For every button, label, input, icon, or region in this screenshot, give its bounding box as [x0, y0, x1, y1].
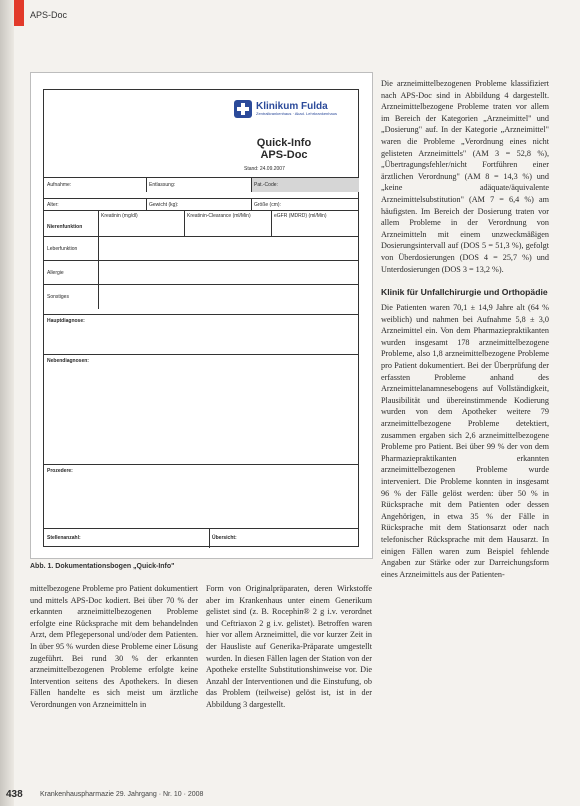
page-footer: [0, 786, 580, 806]
section-heading-unfallchirurgie: Klinik für Unfallchirurgie und Orthopädie: [381, 287, 548, 298]
label-nierenfunktion: Nierenfunktion: [47, 224, 83, 230]
label-hauptdiagnose: Hauptdiagnose:: [47, 318, 85, 324]
row-allergie: [44, 260, 358, 284]
form-title: [244, 137, 324, 161]
label-allergie: Allergie: [47, 270, 64, 276]
clinic-logo: [234, 100, 337, 118]
label-egfr: eGFR (MDRD) (ml/Min): [274, 213, 327, 219]
paragraph-left: mittelbezogene Probleme pro Patient dokumentiert und mittels APS-Doc kodiert. Bei über 70 % der erkannten arzneimittelbezogenen Probleme erfolgte eine Rücksprache mit dem behandelnden Arzt, dem Pflegepersonal und/oder dem Patienten. In über 95 % wurden diese Probleme einer Lösung zugeführt. Bei rund 30 % der erkannten arzneimittelbezogenen Probleme erfolgte keine Intervention seitens des Apothekers. In diesen Fällen handelte es sich meist um ärztliche Verordnungen von Arzneimitteln in: [30, 584, 198, 709]
row-nebendiagnosen: [44, 354, 358, 454]
journal-citation: Krankenhauspharmazie 29. Jahrgang · Nr. 10 · 2008: [40, 791, 204, 798]
logo-name: Klinikum Fulda: [256, 101, 328, 112]
label-aufnahme: Aufnahme:: [47, 182, 72, 188]
figure-caption: Abb. 1. Dokumentationsbogen „Quick-Info": [30, 563, 175, 570]
paragraph-right-1: Die arzneimittelbezogenen Probleme klassifiziert nach APS-Doc sind in Abbildung 4 dargestellt. Arzneimittelbezogene Probleme traten vor allem im Bereich der Kategorien „Arzneimittel" und „Dosierung" auf. In der Kategorie „Arzneimittel" waren die Probleme „Verordnung eines nicht gelisteten Arzneimittels" (AM 3 = 52,8 %), „Übertragungsfehler/nicht Fortführen einer ärztlichen Verordnung" (AM 8 = 14,3 %) und „keine adäquate/äquivalente Arzneimittelsubstitution" (AM 7 = 6,4 %) am häufigsten. Im Bereich der Dosierung traten vor allem Probleme in der Verordnung von Arzneimitteln mit einem unzweckmäßigen Dosierungsintervall auf (DOS 5 = 51,3 %), gefolgt von Überdosierungen (DOS 4 = 25,7 %) und Unterdosierungen (DOS 3 = 13,2 %).: [381, 79, 549, 274]
row-prozedere: [44, 464, 358, 520]
label-alter: Alter:: [47, 202, 59, 208]
label-nebendiagnosen: Nebendiagnosen:: [47, 358, 89, 364]
label-sonstiges: Sonstiges: [47, 294, 69, 300]
label-pat-code: Pat.-Code:: [254, 182, 278, 188]
row-alter: [44, 198, 358, 210]
section-label: APS-Doc: [30, 10, 68, 20]
paragraph-right-2: Die Patienten waren 70,1 ± 14,9 Jahre alt (64 % weiblich) und nahmen bei Aufnahme 5,8 ± 3,0 Arzneimittel ein. Von dem Pharmaziepraktikanten wurden insgesamt 178 arzneimittelbezogene Probleme, also 1,8 arzneimittelbezogene Probleme pro Patient dokumentiert. Bei der Überprüfung der erfassten Probleme anhand des Arzneimittelanamnesebogens auf Vollständigkeit, Plausibilität und übereinstimmende Kodierung wurden von dem Apotheker weitere 79 arzneimittelbezogene Probleme detektiert, zusammen ergaben sich 2,6 arzneimittelbezogene Probleme pro Patient. Bei über 99 % der von dem Pharmaziepraktikanten erkannten arzneimittelbezogenen Probleme wurde interveniert. Die Probleme konnten in insgesamt 96 % der Fälle gelöst werden: über 50 % in Rücksprache mit dem Patienten oder dessen Angehörigen, in etwa 35 % der Fälle in Rücksprache mit dem Stationsarzt oder nach telefonischer Rücksprache mit dem Hausarzt. In einigen Fällen waren zum Beispiel fehlende Angaben zur Stärke oder zur Darreichungsform eines Arzneimittels aus der Patienten-: [381, 303, 549, 579]
cross-logo-icon: [234, 100, 252, 118]
body-column-left: [30, 583, 198, 711]
form-title-line2: APS-Doc: [260, 149, 308, 161]
row-sonstiges: [44, 284, 358, 308]
form-title-line1: Quick-Info: [256, 137, 312, 149]
paragraph-middle: Form von Originalpräparaten, deren Wirkstoffe aber im Krankenhaus unter einem Generikum gelistet sind (z. B. Rocephin® 2 g i.v. verordnet und Ceftriaxon 2 g i.v. gelistet). Betroffen waren hier vor allem Arzneimittel, die vor kurzer Zeit in der Hausliste auf Generika-Präparate umgestellt wurden. In diesen Fällen lagen der Station von der Apotheke erstellte Substitutionshinweise vor. Die Anzahl der Interventionen und die Einstufung, ob das Problem (teilweise) gelöst ist, ist in der Abbildung 3 dargestellt.: [206, 584, 372, 709]
label-kreatinin: Kreatinin (mg/dl): [101, 213, 138, 219]
label-entlassung: Entlassung:: [149, 182, 176, 188]
body-column-middle: [206, 583, 372, 711]
label-prozedere: Prozedere:: [47, 468, 73, 474]
label-groesse: Größe (cm):: [254, 202, 281, 208]
body-column-right: [381, 78, 549, 580]
scan-edge: [0, 0, 14, 806]
label-gewicht: Gewicht (kg):: [149, 202, 179, 208]
label-clearance: Kreatinin-Clearance (ml/Min): [187, 213, 251, 219]
logo-subtitle: Zentralkrankenhaus · Akad. Lehrkrankenhaus: [256, 111, 337, 116]
section-color-bar: [14, 0, 24, 26]
row-hauptdiagnose: [44, 314, 358, 344]
form-stand-date: Stand: 24.09.2007: [244, 166, 285, 172]
figure-box: [30, 72, 373, 559]
row-leberfunktion: [44, 236, 358, 260]
row-nierenfunktion: [44, 210, 358, 236]
row-stellenanzahl: [44, 528, 358, 547]
label-uebersicht: Übersicht:: [212, 535, 237, 541]
label-stellenanzahl: Stellenanzahl:: [47, 535, 81, 541]
row-aufnahme: [44, 177, 358, 192]
quick-info-form: [43, 89, 359, 547]
label-leberfunktion: Leberfunktion: [47, 246, 78, 252]
page-number: 438: [6, 789, 23, 800]
